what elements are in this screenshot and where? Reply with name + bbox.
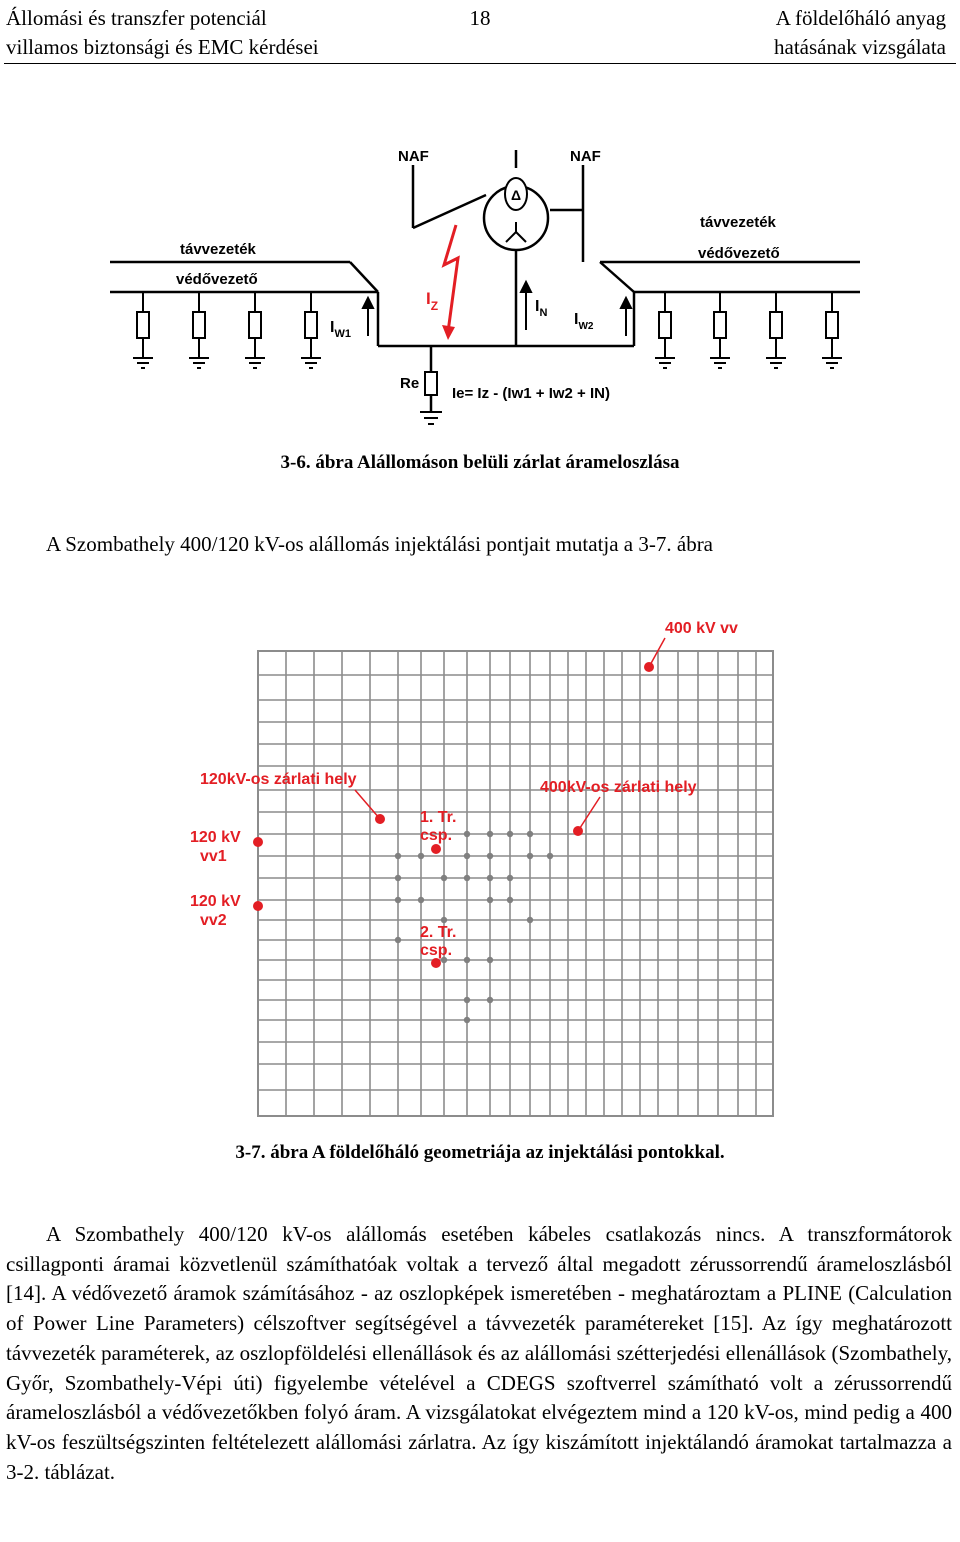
left-line-label: távvezeték: [180, 241, 256, 258]
delta-symbol: Δ: [510, 187, 522, 203]
header-left-line1: Állomási és transzfer potenciál: [6, 6, 267, 30]
tower-resistor: [193, 312, 205, 338]
grid-node: [527, 831, 533, 837]
grid-node: [395, 897, 401, 903]
figure-3-7: [0, 600, 960, 1130]
re-label: Re: [400, 375, 420, 392]
label-tr2-line1: 2. Tr.: [420, 924, 457, 941]
grid-node: [464, 957, 470, 963]
label-vv2-line2: vv2: [200, 912, 227, 929]
grid-node: [527, 853, 533, 859]
running-header-right: [774, 4, 946, 62]
header-left-line2: villamos biztonsági és EMC kérdései: [6, 35, 319, 59]
naf-right-label: NAF: [570, 148, 601, 165]
tower-resistor: [826, 312, 838, 338]
injection-point: [253, 901, 263, 911]
injection-point: [431, 958, 441, 968]
page-number: 18: [469, 6, 491, 30]
grid-node: [418, 853, 424, 859]
grid-node: [395, 875, 401, 881]
naf-left-label: NAF: [398, 148, 429, 165]
injection-point: [253, 837, 263, 847]
grid-node: [547, 853, 553, 859]
injection-point: [431, 844, 441, 854]
grid-node: [487, 957, 493, 963]
grid-node: [487, 831, 493, 837]
tower-resistor: [714, 312, 726, 338]
grid-node: [464, 853, 470, 859]
label-400kv-vv: 400 kV vv: [665, 620, 738, 637]
tower-resistor: [305, 312, 317, 338]
tower-resistor: [137, 312, 149, 338]
tower-resistor: [249, 312, 261, 338]
iz-label: $I_Z$: [426, 289, 439, 313]
left-guard-label: védővezető: [176, 271, 258, 288]
grid-node: [527, 917, 533, 923]
right-tower-group: [655, 292, 842, 368]
label-120kv-fault: 120kV-os zárlati hely: [200, 771, 357, 788]
grid-node: [487, 897, 493, 903]
label-vv1-line1: 120 kV: [190, 829, 241, 846]
intro-sentence: A Szombathely 400/120 kV-os alállomás injektálási pontjait mutatja a 3-7. ábra: [46, 532, 714, 556]
iw2-label: $I_{W2}$: [574, 311, 594, 332]
grid-node: [464, 997, 470, 1003]
grid-lines: [258, 651, 773, 1116]
header-rule: [4, 63, 956, 64]
grid-node: [441, 917, 447, 923]
grid-node: [441, 875, 447, 881]
grid-node: [487, 875, 493, 881]
right-line-label: távvezeték: [700, 214, 776, 231]
tower-resistor: [659, 312, 671, 338]
label-vv1-line2: vv1: [200, 848, 227, 865]
tower-resistor: [770, 312, 782, 338]
earth-current-formula: Ie= Iz - (Iw1 + Iw2 + IN): [452, 385, 610, 402]
label-vv2-line1: 120 kV: [190, 893, 241, 910]
grid-node: [507, 897, 513, 903]
fault-current-diagram: [0, 130, 960, 440]
grid-node: [464, 875, 470, 881]
iw1-label: $I_{W1}$: [330, 319, 351, 340]
grid-node: [487, 997, 493, 1003]
grid-node: [487, 853, 493, 859]
grid-node: [464, 831, 470, 837]
in-label: $I_N$: [535, 298, 548, 319]
label-400kv-fault: 400kV-os zárlati hely: [540, 779, 697, 796]
earthing-grid-diagram: [0, 600, 960, 1130]
grid-node: [464, 1017, 470, 1023]
header-right-line1: A földelőháló anyag: [775, 6, 946, 30]
body-paragraph: [6, 1220, 952, 1487]
grid-node: [507, 831, 513, 837]
grid-node: [418, 897, 424, 903]
grid-node: [507, 875, 513, 881]
left-tower-group: [133, 292, 321, 368]
paragraph-text: A Szombathely 400/120 kV-os alállomás esetében kábeles csatlakozás nincs. A transzformátorok csillagponti áramai közvetlenül számíthatóak voltak a tervező által megadott zérussorrendű árameloszlásból [14]. A védővezető áramok számításához - az oszlopképek ismeretében - meghatároztam a PLINE (Calculation of Power Line Parameters) célszoftver segítségével a távvezeték paramétereket [15]. Az így meghatározott távvezeték paraméterek, az oszlopföldelési ellenállások és az alállomási szétterjedési ellenállások (Szombathely, Győr, Szombathely-Vépi úti) figyelembe vételével a CDEGS szoftverrel számítható volt a zérussorrendű árameloszlásból a védővezetőkben folyó áram. A vizsgálatokat elvégeztem mind a 120 kV-os, mind pedig a 400 kV-os feszültségszinten feltételezett alállomási zárlatra. Az így kiszámított injektálandó áramokat tartalmazza a 3-2. táblázat.: [6, 1222, 952, 1484]
right-guard-label: védővezető: [698, 245, 780, 262]
figure-3-6: [0, 130, 960, 440]
grid-node: [395, 937, 401, 943]
label-tr2-line2: csp.: [420, 942, 453, 959]
header-right-line2: hatásának vizsgálata: [774, 35, 946, 59]
label-tr1-line1: 1. Tr.: [420, 809, 457, 826]
label-tr1-line2: csp.: [420, 827, 453, 844]
figure-3-7-caption: 3-7. ábra A földelőháló geometriája az injektálási pontokkal.: [235, 1142, 725, 1163]
grid-node: [395, 853, 401, 859]
figure-3-6-caption: 3-6. ábra Alállomáson belüli zárlat árameloszlása: [280, 452, 680, 473]
